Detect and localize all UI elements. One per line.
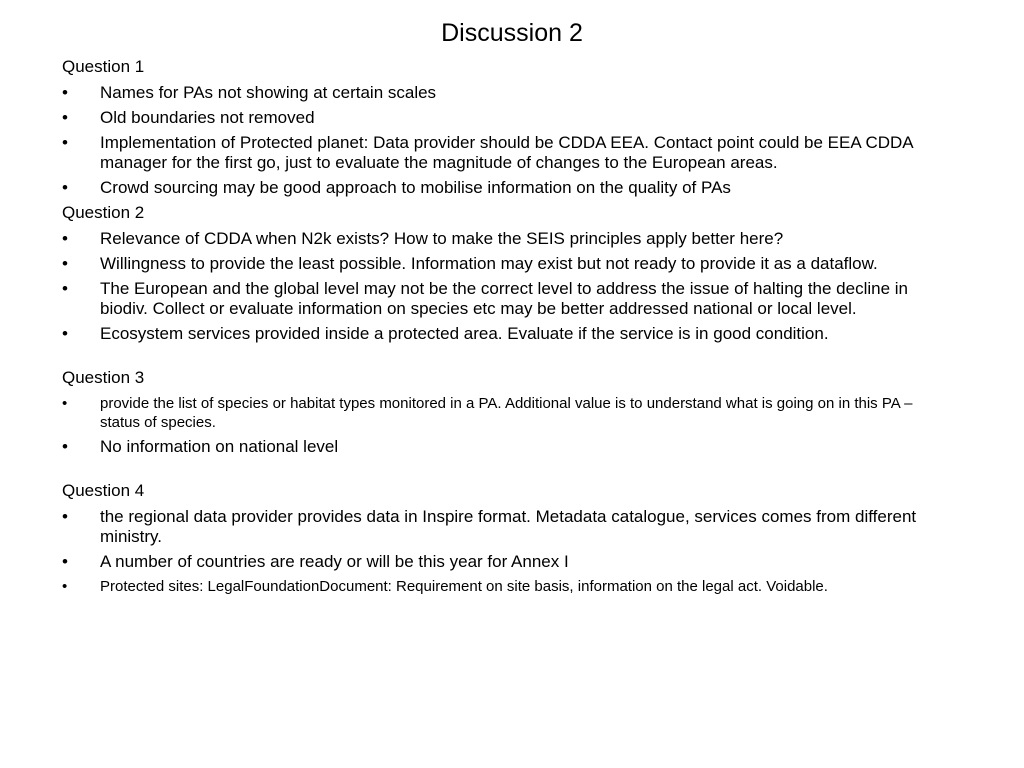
question-4-heading: Question 4	[62, 481, 145, 500]
bullet-icon: •	[62, 437, 68, 456]
slide-title: Discussion 2	[441, 19, 583, 47]
list-item-text: A number of countries are ready or will be this year for Annex I	[100, 552, 569, 571]
list-item	[62, 133, 952, 173]
question-4-list	[62, 507, 952, 596]
question-2-list	[62, 229, 952, 344]
list-item	[62, 254, 952, 274]
question-1-heading: Question 1	[62, 57, 145, 76]
slide-content	[62, 57, 952, 601]
list-item-text: The European and the global level may not be the correct level to address the issue of halting the decline in biodiv. Collect or evaluate information on species etc may be better addressed national or local level.	[100, 279, 909, 318]
bullet-icon: •	[62, 254, 68, 273]
bullet-icon: •	[62, 83, 68, 102]
bullet-icon: •	[62, 324, 68, 343]
list-item-text: Ecosystem services provided inside a protected area. Evaluate if the service is in good condition.	[100, 324, 829, 343]
list-item-text: Relevance of CDDA when N2k exists? How to make the SEIS principles apply better here?	[100, 229, 784, 248]
list-item	[62, 178, 952, 198]
bullet-icon: •	[62, 395, 68, 412]
list-item	[62, 394, 952, 432]
bullet-icon: •	[62, 133, 68, 152]
list-item-text: provide the list of species or habitat types monitored in a PA. Additional value is to understand what is going on in this PA – status of species.	[100, 395, 913, 431]
question-3-heading: Question 3	[62, 368, 145, 387]
bullet-icon: •	[62, 108, 68, 127]
list-item	[62, 552, 952, 572]
list-item	[62, 108, 952, 128]
bullet-icon: •	[62, 507, 68, 526]
question-1-list	[62, 83, 952, 198]
list-item-text: No information on national level	[100, 437, 339, 456]
bullet-icon: •	[62, 178, 68, 197]
list-item	[62, 83, 952, 103]
list-item	[62, 437, 952, 457]
list-item-text: Names for PAs not showing at certain scales	[100, 83, 437, 102]
bullet-icon: •	[62, 578, 68, 595]
list-item	[62, 324, 952, 344]
list-item	[62, 279, 952, 319]
bullet-icon: •	[62, 552, 68, 571]
list-item	[62, 229, 952, 249]
list-item	[62, 507, 952, 547]
question-2-heading: Question 2	[62, 203, 145, 222]
list-item-text: Implementation of Protected planet: Data provider should be CDDA EEA. Contact point could be EEA CDDA manager for the first go, just to evaluate the magnitude of changes to the European areas.	[100, 133, 913, 172]
question-3-list	[62, 394, 952, 457]
list-item-text: Crowd sourcing may be good approach to mobilise information on the quality of PAs	[100, 178, 731, 197]
bullet-icon: •	[62, 229, 68, 248]
list-item-text: Old boundaries not removed	[100, 108, 315, 127]
list-item-text: the regional data provider provides data in Inspire format. Metadata catalogue, services comes from different ministry.	[100, 507, 917, 546]
list-item-text: Willingness to provide the least possible. Information may exist but not ready to provide it as a dataflow.	[100, 254, 878, 273]
bullet-icon: •	[62, 279, 68, 298]
list-item-text: Protected sites: LegalFoundationDocument: Requirement on site basis, information on the legal act. Voidable.	[100, 578, 828, 595]
list-item	[62, 577, 952, 596]
